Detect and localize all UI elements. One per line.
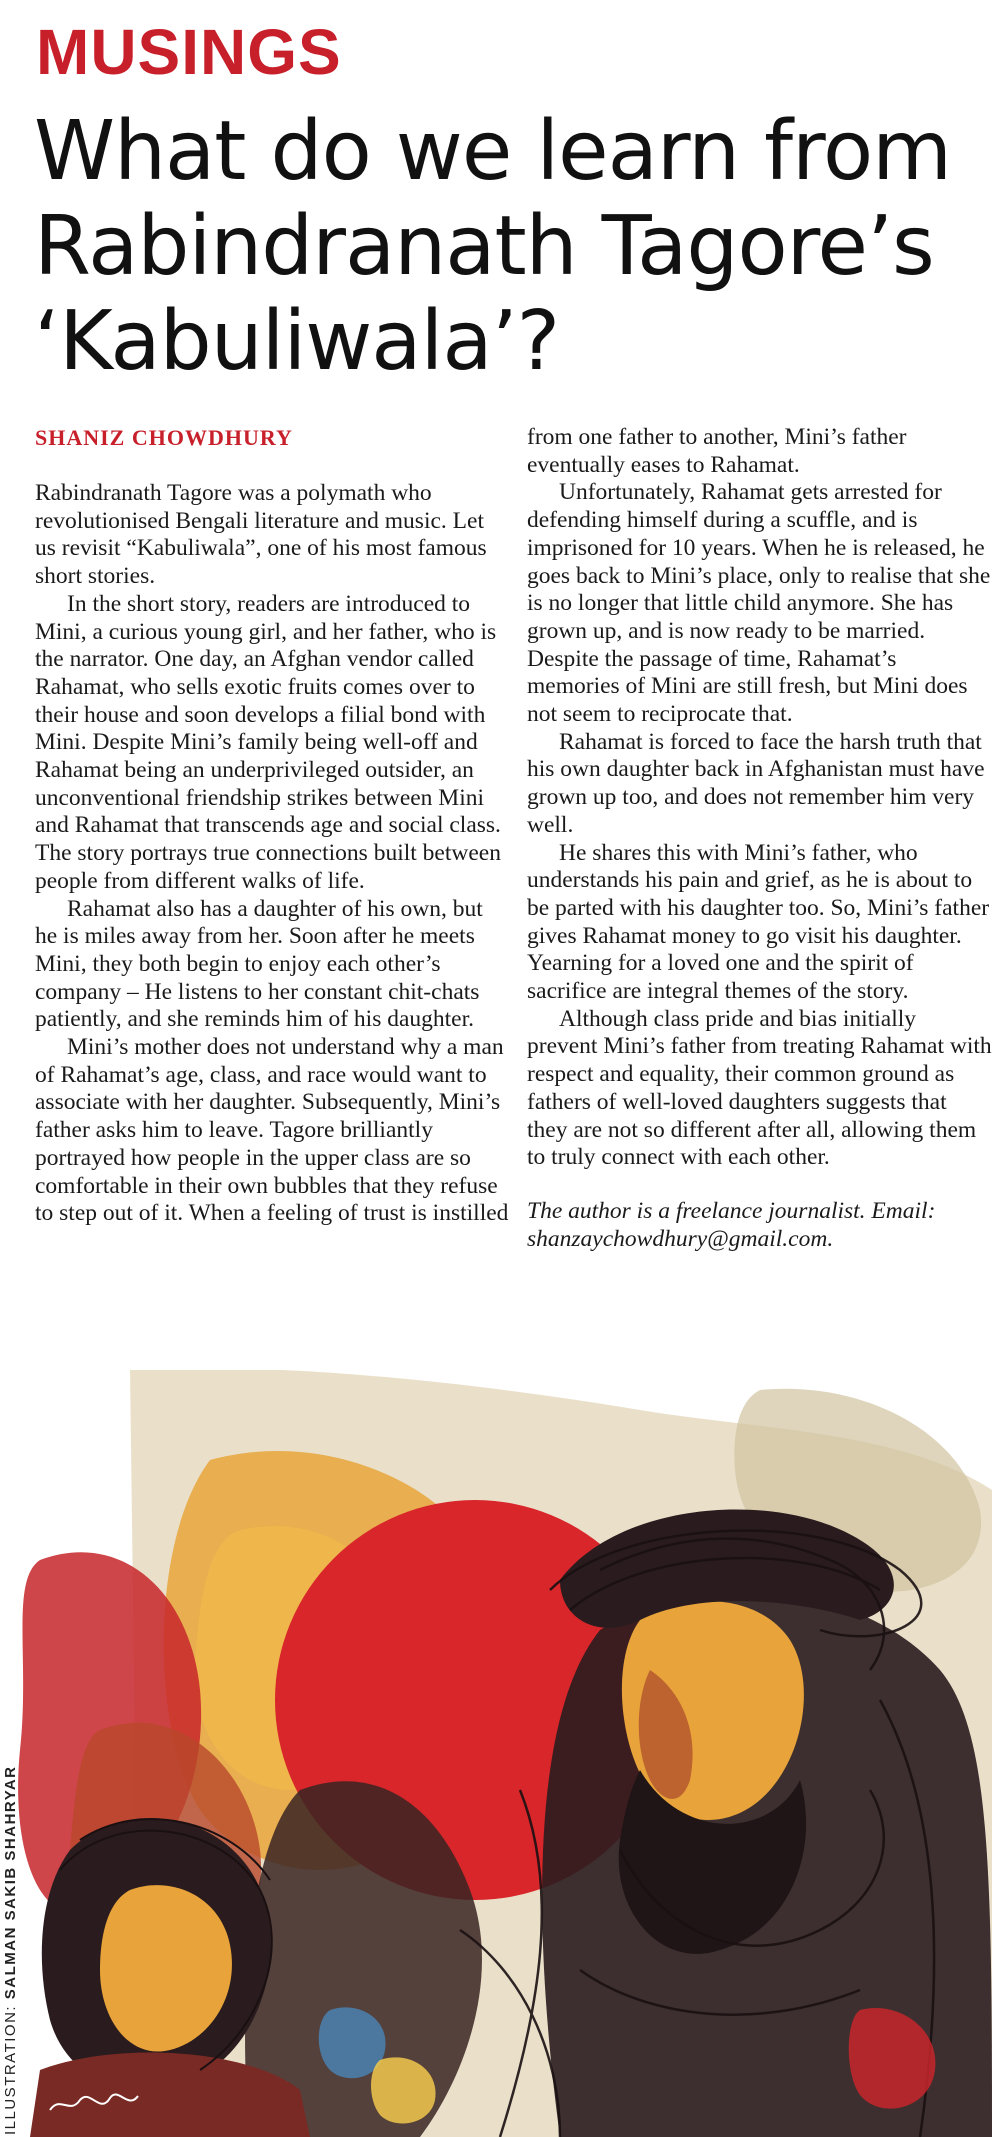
credit-label: ILLUSTRATION:: [2, 1999, 19, 2135]
headline: What do we learn from Rabindranath Tagore’s ‘Kabuliwala’?: [34, 104, 951, 389]
paragraph: Rabindranath Tagore was a polymath who revolutionised Bengali literature and music. Let us revisit “Kabuliwala”, one of his most famous short stories.: [35, 480, 487, 590]
paragraph: Mini’s mother does not understand why a man of Rahamat’s age, class, and race would want to associate with her daughter. Subsequently, Mini’s father asks him to leave. Tagore brilliantly portrayed how people in the upper class are so comfortable in their own bubbles that they refuse to step out of it. When a feeling of trust is instilled: [35, 1034, 509, 1227]
paragraph: Rahamat is forced to face the harsh truth that his own daughter back in Afghanistan must have grown up too, and does not remember him very well.: [527, 728, 985, 838]
illustration: [0, 1370, 992, 2137]
paragraph: Unfortunately, Rahamat gets arrested for defending himself during a scuffle, and is imprisoned for 10 years. When he is released, he goes back to Mini’s place, only to realise that she is no longer that little child anymore. She has grown up, and is now ready to be married. Despite the passage of time, Rahamat’s memories of Mini are still fresh, but Mini does not seem to reciprocate that.: [527, 479, 991, 728]
paragraph: In the short story, readers are introduced to Mini, a curious young girl, and her father, who is the narrator. One day, an Afghan vendor called Rahamat, who sells exotic fruits comes over to their house and soon develops a filial bond with Mini. Despite Mini’s family being well-off and Rahamat being an underprivileged outsider, an unconventional friendship strikes between Mini and Rahamat that transcends age and social class. The story portrays true connections built between people from different walks of life.: [35, 590, 501, 894]
article-column-right: [527, 424, 992, 1253]
author-note: The author is a freelance journalist. Email: shanzaychowdhury@gmail.com.: [527, 1197, 936, 1252]
paragraph: from one father to another, Mini’s father eventually eases to Rahamat.: [527, 424, 907, 478]
illustration-credit: [2, 1766, 19, 2136]
article-column-left: [35, 480, 510, 1228]
paragraph: Rahamat also has a daughter of his own, but he is miles away from her. Soon after he meets Mini, they both begin to enjoy each other’s company – He listens to her constant chit-chats patiently, and she reminds him of his daughter.: [35, 895, 483, 1033]
paragraph: He shares this with Mini’s father, who understands his pain and grief, as he is about to be parted with his daughter too. So, Mini’s father gives Rahamat money to go visit his daughter. Yearning for a loved one and the spirit of sacrifice are integral themes of the story.: [527, 839, 990, 1005]
credit-artist: SALMAN SAKIB SHAHRYAR: [2, 1765, 19, 2000]
paragraph: Although class pride and bias initially prevent Mini’s father from treating Rahamat with respect and equality, their common ground as fathers of well-loved daughters suggests that they are not so different after all, allowing them to truly connect with each other.: [527, 1005, 992, 1171]
byline: SHANIZ CHOWDHURY: [35, 425, 293, 450]
section-label: MUSINGS: [36, 16, 342, 88]
